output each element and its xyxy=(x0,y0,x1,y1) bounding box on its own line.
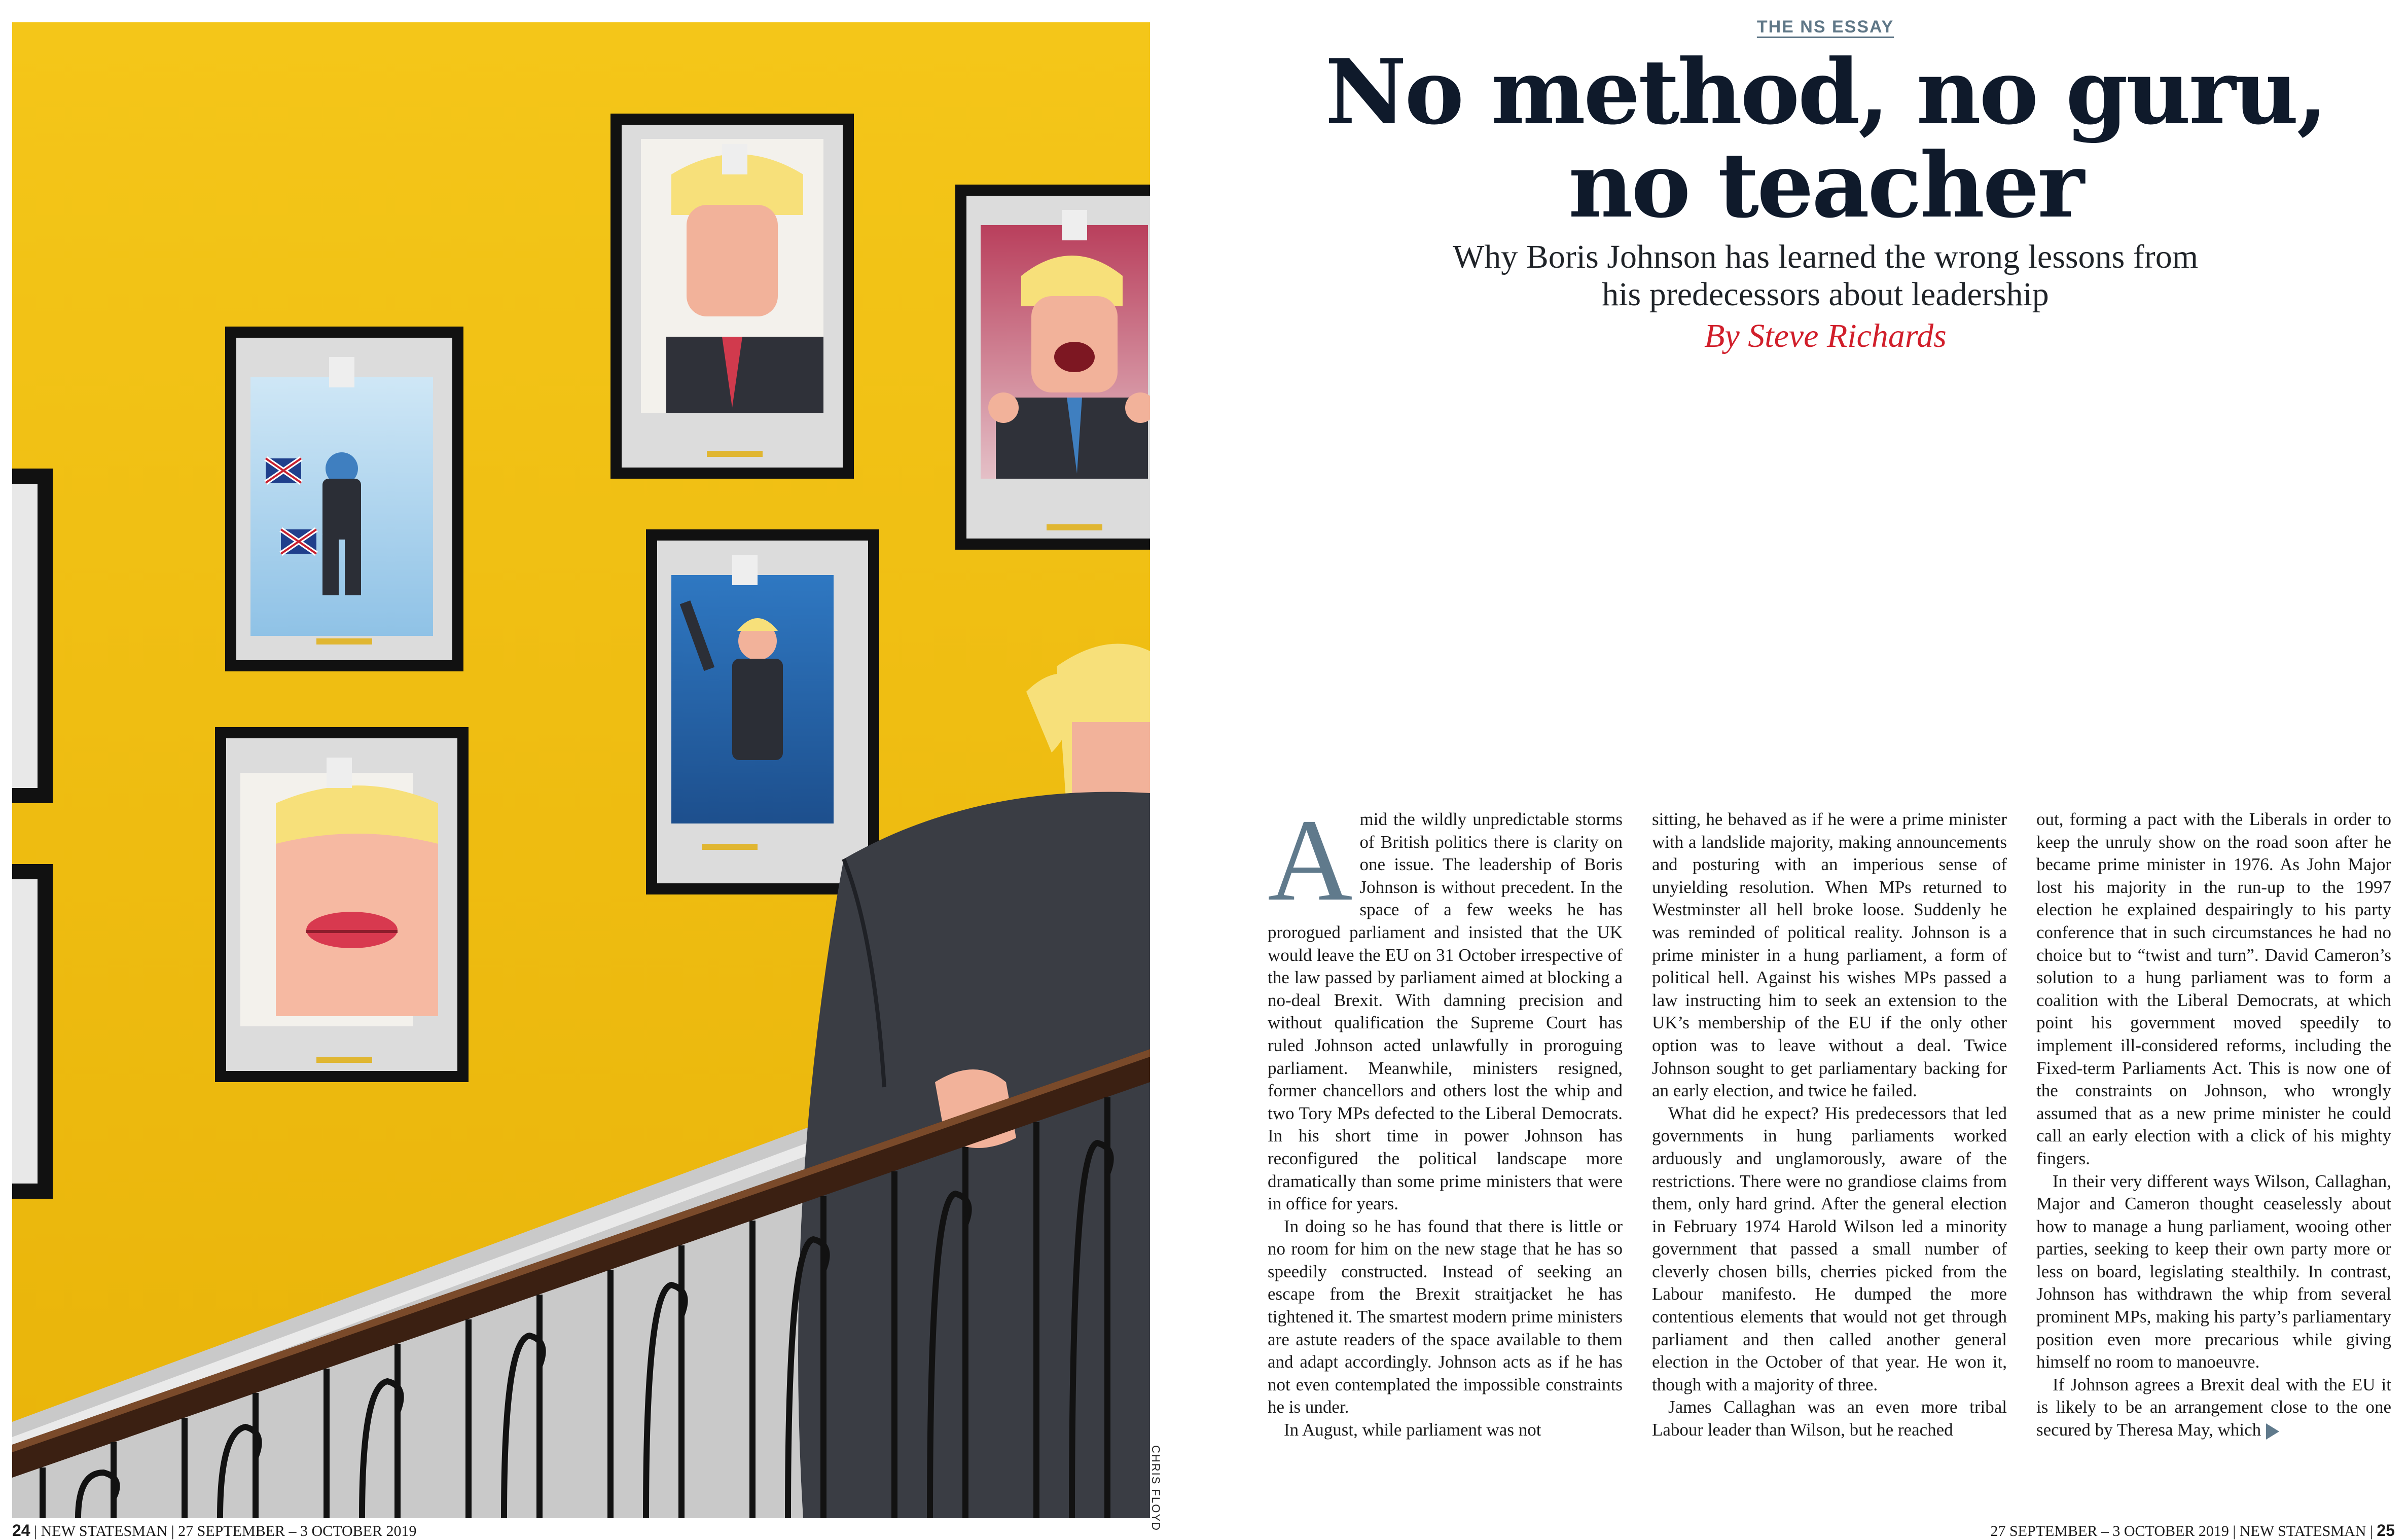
footer-left-text: | NEW STATESMAN | 27 SEPTEMBER – 3 OCTOBER 2019 xyxy=(30,1523,417,1539)
continue-arrow-icon xyxy=(2266,1423,2279,1440)
headline-line-2: no teacher xyxy=(1568,133,2082,238)
article-column-3 xyxy=(2036,808,2391,1516)
paragraph-text: If Johnson agrees a Brexit deal with the EU it is likely to be an arrangement close to the one secured by Theresa May, which xyxy=(2036,1374,2391,1440)
illustration-artwork xyxy=(12,22,1150,1518)
frame-lips xyxy=(215,727,469,1082)
paragraph: In their very different ways Wilson, Callaghan, Major and Cameron thought ceaselessly about how to manage a hung parliament, wooing other parties, seeking to keep their own party more or less on board, legislating stealthily. In contrast, Johnson has withdrawn the whip from several prominent MPs, making his party’s parliamentary position even more precarious while giving himself no room to manoeuvre. xyxy=(2036,1171,2391,1372)
standfirst-line-2: his predecessors about leadership xyxy=(1602,276,2049,313)
frame-thumbs-up xyxy=(955,185,1150,550)
paragraph: out, forming a pact with the Liberals in order to keep the unruly show on the road soon after he became prime minister in 1976. As John Major lost his majority in the run-up to the 1997 election he explained despairingly to his party conference that in such circumstances he had no choice but to “twist and turn”. David Cameron’s solution to a hung parliament was to form a coalition with the Liberal Democrats, at which point his government moved speedily to implement ill-considered reforms, including the Fixed-term Parliaments Act. This is now one of the constraints on Johnson, who wrongly assumed that as a new prime minister he could call an early election with a click of his mighty fingers. xyxy=(2036,809,2391,1168)
headline xyxy=(1227,40,2408,238)
frame-left-top xyxy=(12,469,53,803)
page-number-left: 24 xyxy=(12,1521,30,1539)
paragraph: James Callaghan was an even more tribal Labour leader than Wilson, but he reached xyxy=(1652,1397,2007,1440)
standfirst-line-1: Why Boris Johnson has learned the wrong lessons from xyxy=(1452,238,2199,275)
footer-left xyxy=(12,1521,417,1540)
page-number-right: 25 xyxy=(2377,1521,2395,1539)
footer-right xyxy=(1991,1521,2395,1540)
standfirst xyxy=(1298,238,2353,313)
paragraph: In August, while parliament was not xyxy=(1284,1420,1541,1440)
frame-profile xyxy=(610,114,854,479)
paragraph: mid the wildly unpredictable storms of British politics there is clarity on one issue. The leadership of Boris Johnson is without precedent. In the space of a few weeks he has prorogued parliament and insisted that the UK would leave the EU on 31 October irrespective of the law passed by parliament aimed at blocking a no-deal Brexit. With damning precision and without qualification the Supreme Court has ruled Johnson acted unlawfully in proroguing parliament. Meanwhile, ministers resigned, former chancellors and others lost the whip and two Tory MPs defected to the Liberal Democrats. In his short time in power Johnson has reconfigured the political landscape more dramatically than some prime ministers that were in office for years. xyxy=(1268,809,1623,1214)
frame-zipwire xyxy=(225,327,463,671)
cover-illustration xyxy=(12,22,1150,1518)
article-column-1 xyxy=(1268,808,1623,1516)
byline: By Steve Richards xyxy=(1704,317,1947,354)
frame-waving xyxy=(646,529,879,894)
headline-line-1: No method, no guru, xyxy=(1325,40,2326,145)
illustration-credit: CHRIS FLOYD xyxy=(1149,1445,1162,1531)
frame-left-bottom xyxy=(12,864,53,1199)
footer-right-text: 27 SEPTEMBER – 3 OCTOBER 2019 | NEW STATESMAN | xyxy=(1990,1523,2377,1539)
paragraph xyxy=(2036,1374,2391,1442)
paragraph: sitting, he behaved as if he were a prime minister with a landslide majority, making announcements and posturing with an imperious sense of unyielding resolution. When MPs returned to Westminster all hell broke loose. Suddenly he was reminded of political reality. Johnson is a prime minister in a hung parliament, a form of political hell. Against his wishes MPs passed a law instructing him to seek an extension to the UK’s membership of the EU if the only other option was to leave without a deal. Twice Johnson sought to get parliamentary backing for an early election, and twice he failed. xyxy=(1652,809,2007,1101)
section-kicker: THE NS ESSAY xyxy=(1756,17,1894,37)
article-column-2 xyxy=(1652,808,2007,1516)
paragraph: In doing so he has found that there is little or no room for him on the new stage that he has so speedily constructed. Instead of seeking an escape from the Brexit straitjacket he has tightened it. The smartest modern prime ministers are astute readers of the space available to them and adapt accordingly. Johnson acts as if he has not even contemplated the impossible constraints he is under. xyxy=(1268,1216,1623,1417)
drop-cap: A xyxy=(1268,808,1353,925)
paragraph: What did he expect? His predecessors that led governments in hung parliaments worked arduously and unglamorously, aware of the restrictions. There were no grandiose claims from them, only hard grind. After the general election in February 1974 Harold Wilson led a minority government that passed a small number of cleverly chosen bills, cherries picked from the Labour manifesto. He dumped the more contentious elements that would not get through parliament and then called another general election in the October of that year. He won it, though with a majority of three. xyxy=(1652,1103,2007,1394)
